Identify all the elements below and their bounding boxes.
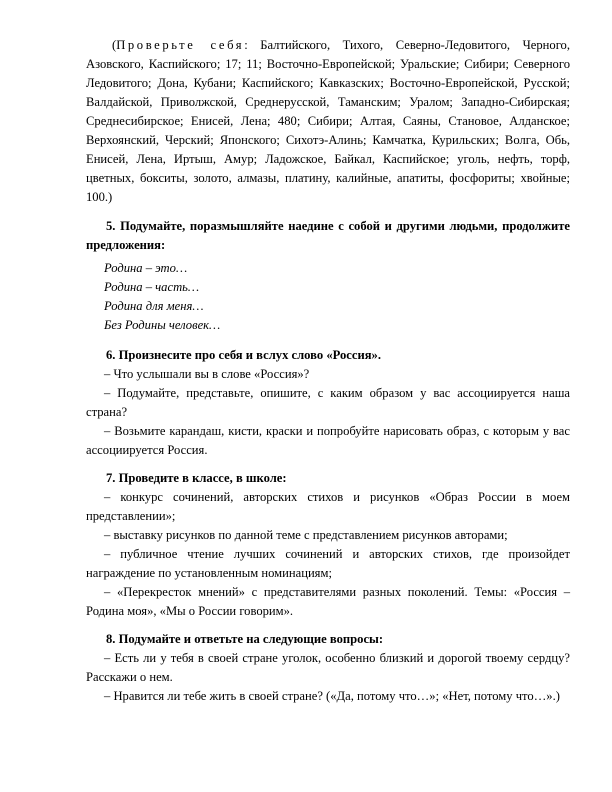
- section-7-heading: 7. Проведите в классе, в школе:: [106, 471, 287, 485]
- prompt-item: Без Родины человек…: [104, 318, 221, 332]
- list-item: – публичное чтение лучших сочинений и авторских стихов, где произойдет награждение по установленным номинациям;: [86, 547, 570, 580]
- section-6-heading: 6. Произнесите про себя и вслух слово «Россия».: [106, 348, 381, 362]
- list-item: – Что услышали вы в слове «Россия»?: [104, 367, 310, 381]
- prompt-item: Родина – часть…: [104, 280, 200, 294]
- section-5-prompts: [104, 259, 570, 335]
- prompt-item: Родина для меня…: [104, 299, 204, 313]
- list-item: – Есть ли у тебя в своей стране уголок, особенно близкий и дорогой твоему сердцу? Расскажи о нем.: [86, 651, 570, 684]
- list-item: – конкурс сочинений, авторских стихов и рисунков «Образ России в моем представлении»;: [86, 490, 570, 523]
- list-item: – Подумайте, представьте, опишите, с каким образом у вас ассоциируется наша страна?: [86, 386, 570, 419]
- answers-text: : Балтийского, Тихого, Северно-Ледовитого, Черного, Азовского, Каспийского; 17; 11; Восточно-Европейской; Уральские; Сибири; Северного Ледовитого; Дона, Кубани; Каспийского; Кавказских; Восточно-Европейской, Русской; Валдайской, Приволжской, Среднерусской, Таманским; Уралом; Западно-Сибирская; Среднесибирское; Енисей, Лена; 480; Сибири; Алтая, Саяны, Становое, Алданское; Верхоянский, Черский; Японского; Сихотэ-Алинь; Камчатка, Курильских; Волга, Обь, Енисей, Лена, Иртыш, Амур; Ладожское, Байкал, Каспийское; уголь, нефть, торф, цветных, бокситы, золото, алмазы, платину, калийные, апатиты, фосфориты; хвойные; 100.): [86, 38, 570, 204]
- list-item: – Нравится ли тебе жить в своей стране? («Да, потому что…»; «Нет, потому что…».): [104, 689, 560, 703]
- section-8-heading: 8. Подумайте и ответьте на следующие вопросы:: [106, 632, 384, 646]
- list-item: – выставку рисунков по данной теме с представлением рисунков авторами;: [104, 528, 508, 542]
- prompt-item: Родина – это…: [104, 261, 188, 275]
- answers-open-paren: (: [112, 38, 117, 52]
- list-item: – Возьмите карандаш, кисти, краски и попробуйте нарисовать образ, с которым у вас ассоциируется Россия.: [86, 424, 570, 457]
- list-item: – «Перекресток мнений» с представителями разных поколений. Темы: «Россия – Родина моя», «Мы о России говорим».: [86, 585, 570, 618]
- answers-paragraph: [86, 36, 570, 207]
- document-page: [86, 36, 570, 706]
- section-5-heading: 5. Подумайте, поразмышляйте наедине с собой и другими людьми, продолжите предложения:: [86, 219, 570, 252]
- answers-label: Проверьте себя: [116, 38, 245, 52]
